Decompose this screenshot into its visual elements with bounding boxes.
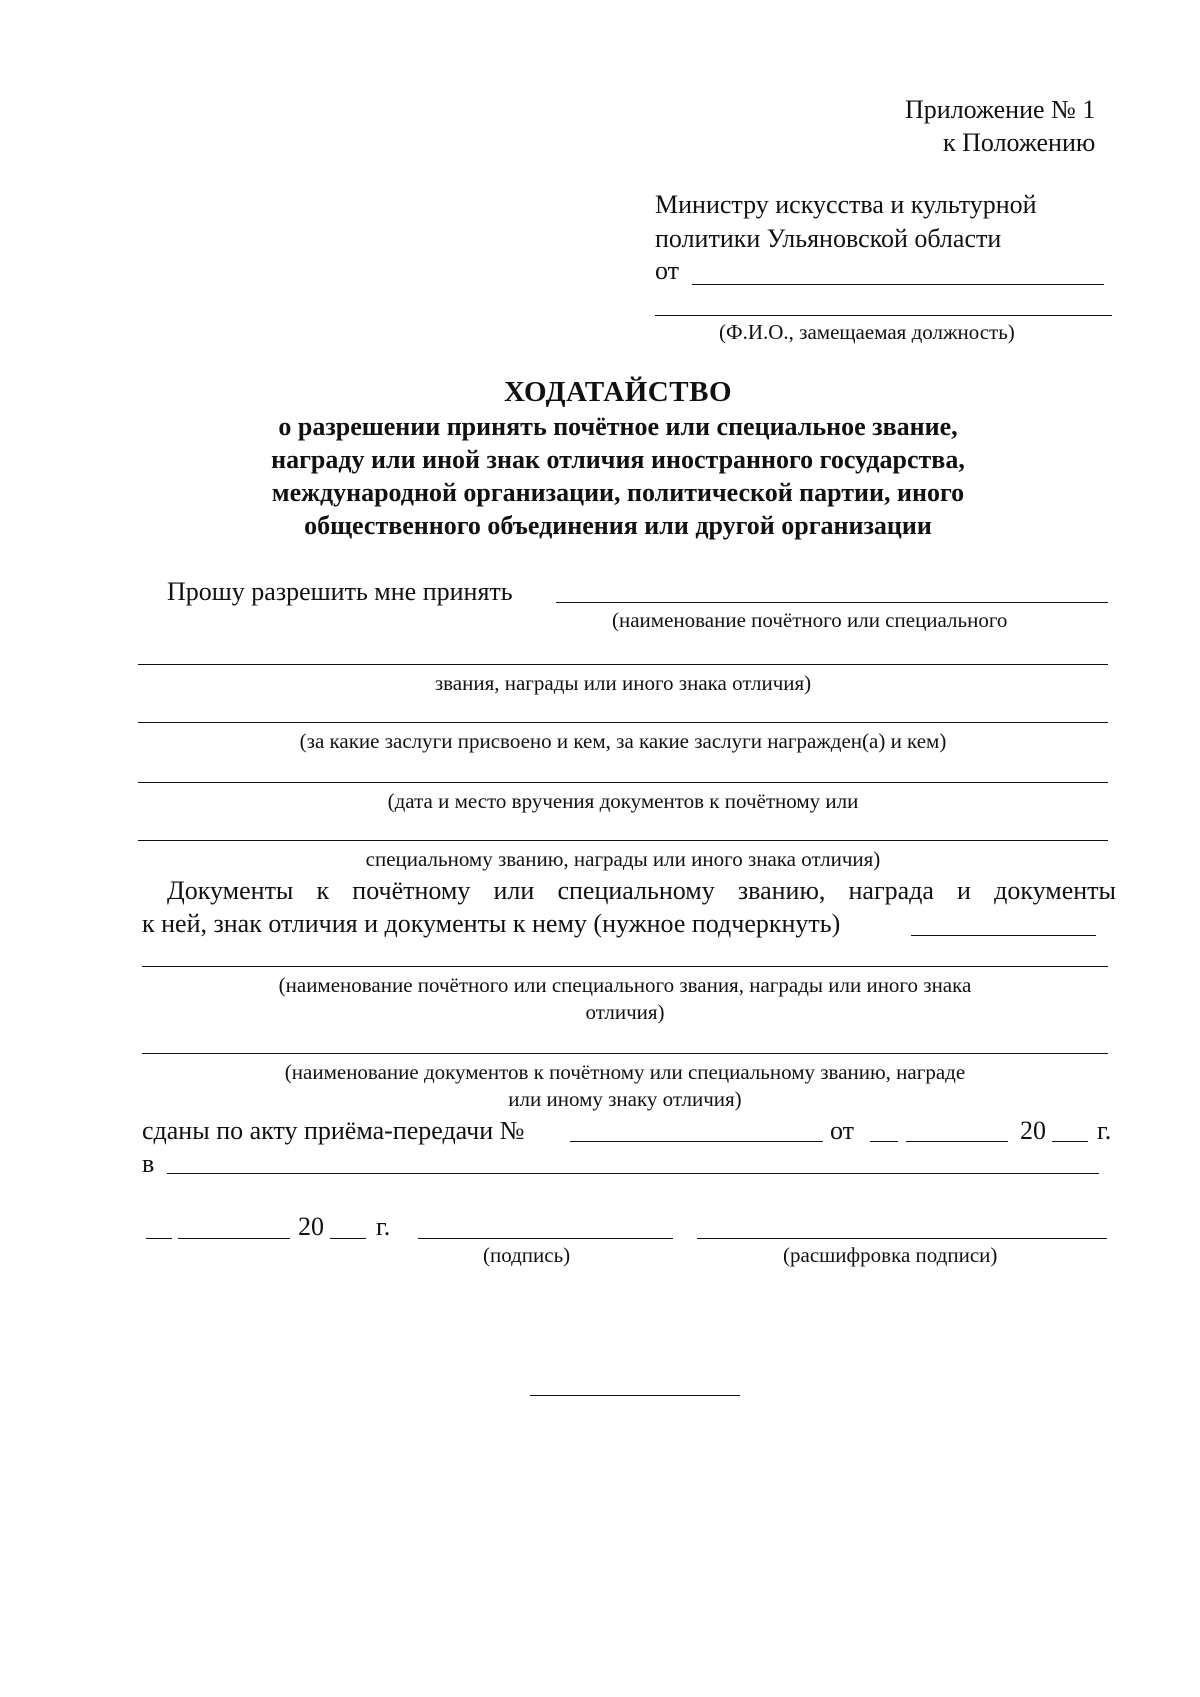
caption-documents-2: или иному знаку отличия) [508, 1087, 742, 1111]
documents-text-1: Документы к почётному или специальному званию, награда и документы [167, 876, 1116, 905]
addressee-caption: (Ф.И.О., замещаемая должность) [719, 320, 1015, 344]
addressee-from-blank[interactable] [692, 284, 1104, 285]
act-year-prefix: 20 [1020, 1116, 1046, 1145]
date-place-blank-2[interactable] [138, 840, 1108, 841]
documents-underline-blank[interactable] [911, 935, 1096, 936]
act-number-blank[interactable] [570, 1141, 823, 1142]
documents-text-2: к ней, знак отличия и документы к нему (нужное подчеркнуть) [142, 909, 841, 938]
documents-blank[interactable] [142, 1053, 1108, 1054]
request-award-blank[interactable] [556, 602, 1108, 603]
act-year-suffix: г. [1097, 1116, 1112, 1145]
annex-line-2: к Положению [943, 128, 1096, 157]
in-label: в [142, 1149, 155, 1178]
title-subtitle-1: о разрешении принять почётное или специальное звание, [278, 412, 958, 441]
act-day-blank[interactable] [870, 1141, 898, 1142]
addressee-position-blank[interactable] [655, 315, 1112, 316]
addressee-line-1: Министру искусства и культурной [655, 190, 1037, 219]
caption-date-place-2: специальному званию, награды или иного знака отличия) [365, 847, 881, 871]
caption-signature-decode: (расшифровка подписи) [783, 1243, 998, 1267]
request-text: Прошу разрешить мне принять [167, 577, 513, 606]
document-title: ХОДАТАЙСТВО [503, 376, 732, 408]
sign-year-suffix: г. [376, 1212, 391, 1241]
caption-award-1: (наименование почётного или специального звания, награды или иного знака [278, 973, 972, 997]
act-from-label: от [830, 1116, 855, 1145]
act-label: сданы по акту приёма-передачи № [142, 1116, 525, 1145]
title-subtitle-4: общественного объединения или другой организации [304, 511, 932, 540]
title-subtitle-3: международной организации, политической партии, иного [271, 478, 965, 507]
caption-signature: (подпись) [483, 1243, 571, 1267]
sign-year-prefix: 20 [298, 1212, 324, 1241]
title-subtitle-2: награду или иной знак отличия иностранного государства, [271, 445, 965, 474]
closing-separator [530, 1395, 740, 1396]
annex-line-1: Приложение № 1 [905, 95, 1096, 124]
date-place-blank[interactable] [138, 782, 1108, 783]
caption-award-2: отличия) [585, 1000, 665, 1024]
act-year-blank[interactable] [1052, 1141, 1088, 1142]
sign-day-blank[interactable] [146, 1238, 172, 1239]
caption-documents-1: (наименование документов к почётному или специальному званию, награде [284, 1060, 966, 1084]
act-month-blank[interactable] [906, 1141, 1008, 1142]
sign-month-blank[interactable] [178, 1238, 290, 1239]
signature-blank[interactable] [418, 1238, 673, 1239]
signature-decode-blank[interactable] [697, 1238, 1107, 1239]
in-blank[interactable] [167, 1173, 1099, 1174]
addressee-from-label: от [655, 256, 680, 285]
award-name-blank[interactable] [138, 664, 1108, 665]
caption-award-name-1: (наименование почётного или специального [612, 608, 1008, 632]
caption-award-name-2: звания, награды или иного знака отличия) [434, 671, 812, 695]
caption-date-place-1: (дата и место вручения документов к почётному или [387, 789, 859, 813]
addressee-line-2: политики Ульяновской области [655, 224, 1002, 253]
award-blank[interactable] [142, 966, 1108, 967]
sign-year-blank[interactable] [330, 1238, 366, 1239]
merits-blank[interactable] [138, 722, 1108, 723]
caption-merits: (за какие заслуги присвоено и кем, за какие заслуги награжден(а) и кем) [299, 729, 947, 753]
